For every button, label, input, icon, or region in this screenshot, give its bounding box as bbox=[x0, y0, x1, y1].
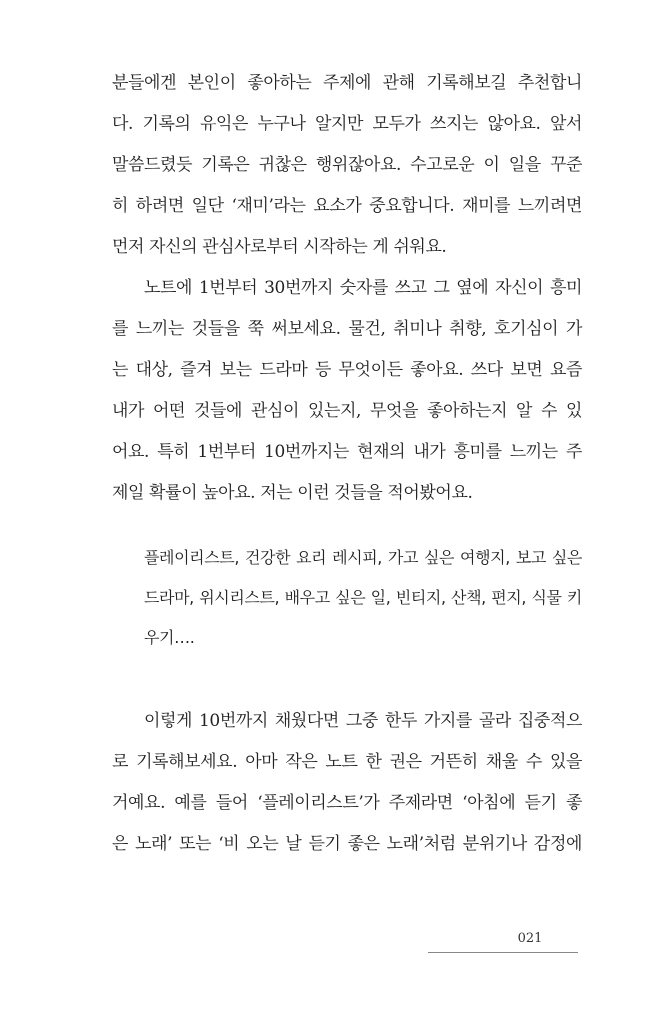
text-line: 이렇게 10번까지 채웠다면 그중 한두 가지를 골라 집중적으 bbox=[144, 711, 582, 731]
text-line: 드라마, 위시리스트, 배우고 싶은 일, 빈티지, 산책, 편지, 식물 키 bbox=[144, 588, 582, 607]
paragraph-1 bbox=[112, 63, 582, 268]
text-line: 는 대상, 즐겨 보는 드라마 등 무엇이든 좋아요. 쓰다 보면 요즘 bbox=[112, 360, 582, 380]
text-line: 우기…. bbox=[144, 628, 195, 647]
text-line: 분들에겐 본인이 좋아하는 주제에 관해 기록해보길 추천합니 bbox=[112, 73, 582, 93]
text-line: 히 하려면 일단 ‘재미’라는 요소가 중요합니다. 재미를 느끼려면 bbox=[112, 196, 582, 216]
text-line: 로 기록해보세요. 아마 작은 노트 한 권은 거뜬히 채울 수 있을 bbox=[112, 752, 582, 772]
text-line: 제일 확률이 높아요. 저는 이런 것들을 적어봤어요. bbox=[112, 483, 473, 503]
paragraph-2 bbox=[112, 268, 582, 514]
text-line: 먼저 자신의 관심사로부터 시작하는 게 쉬워요. bbox=[112, 237, 447, 257]
text-line: 노트에 1번부터 30번까지 숫자를 쓰고 그 옆에 자신이 흥미 bbox=[144, 278, 582, 298]
text-line: 말씀드렸듯 기록은 귀찮은 행위잖아요. 수고로운 이 일을 꾸준 bbox=[112, 155, 582, 175]
paragraph-3 bbox=[112, 701, 582, 865]
text-line: 다. 기록의 유익은 누구나 알지만 모두가 쓰지는 않아요. 앞서 bbox=[112, 114, 582, 134]
text-line: 은 노래’ 또는 ‘비 오는 날 듣기 좋은 노래’처럼 분위기나 감정에 bbox=[112, 834, 582, 854]
page-number: 021 bbox=[517, 931, 543, 946]
text-line: 거예요. 예를 들어 ‘플레이리스트’가 주제라면 ‘아침에 듣기 좋 bbox=[112, 793, 582, 813]
example-list bbox=[112, 538, 582, 658]
text-line: 플레이리스트, 건강한 요리 레시피, 가고 싶은 여행지, 보고 싶은 bbox=[144, 548, 582, 567]
text-line: 내가 어떤 것들에 관심이 있는지, 무엇을 좋아하는지 알 수 있 bbox=[112, 401, 582, 421]
text-line: 를 느끼는 것들을 쭉 써보세요. 물건, 취미나 취향, 호기심이 가 bbox=[112, 319, 582, 339]
text-line: 어요. 특히 1번부터 10번까지는 현재의 내가 흥미를 느끼는 주 bbox=[112, 442, 582, 462]
footer-rule bbox=[428, 952, 578, 953]
